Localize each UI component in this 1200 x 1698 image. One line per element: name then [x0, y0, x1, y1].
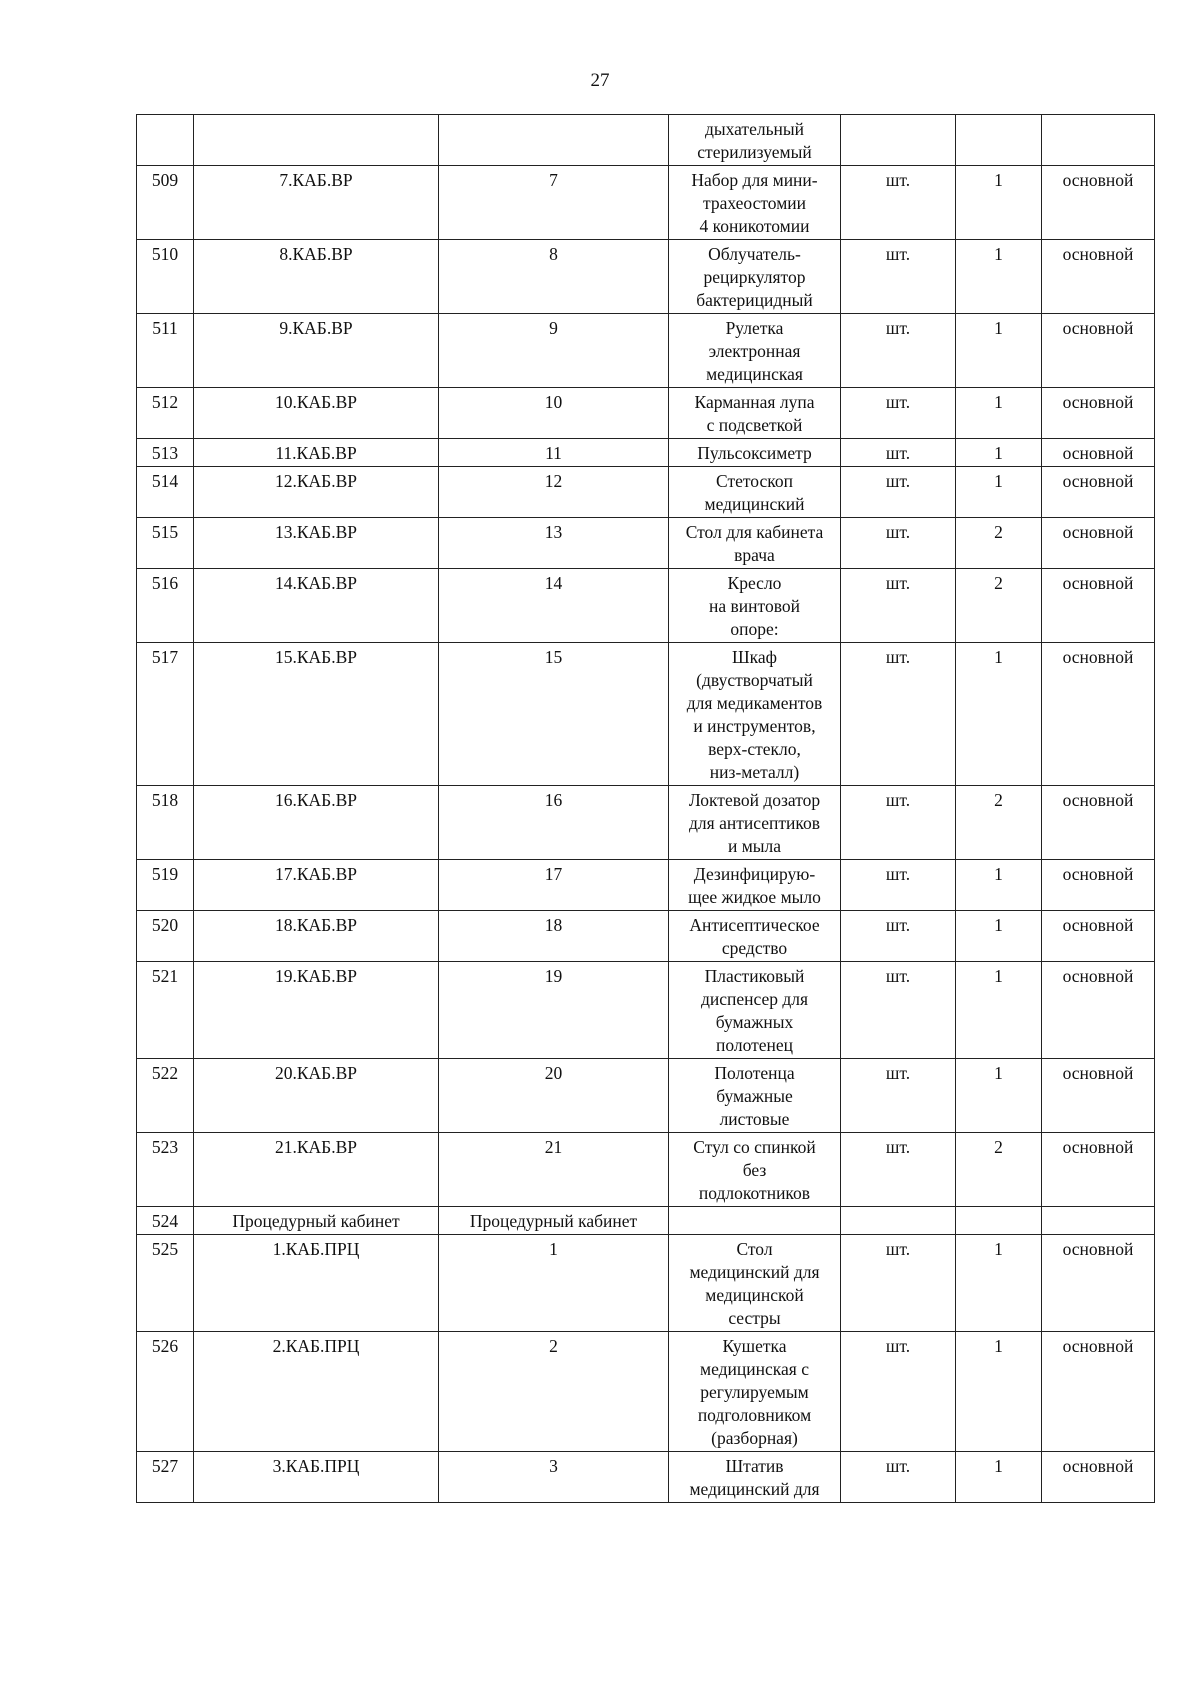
index-cell: 21 [439, 1133, 669, 1207]
item-name-cell [669, 1207, 841, 1235]
index-cell: 13 [439, 518, 669, 569]
table-row [137, 569, 1155, 643]
index-cell [439, 115, 669, 166]
code-cell: 21.КАБ.ВР [194, 1133, 439, 1207]
item-name-cell: Стул со спинкой без подлокотников [669, 1133, 841, 1207]
quantity-cell: 1 [956, 1059, 1042, 1133]
table-row [137, 166, 1155, 240]
table-row [137, 643, 1155, 786]
code-cell: 11.КАБ.ВР [194, 439, 439, 467]
quantity-cell: 1 [956, 240, 1042, 314]
table-row [137, 314, 1155, 388]
unit-cell: шт. [841, 1133, 956, 1207]
code-cell: 8.КАБ.ВР [194, 240, 439, 314]
category-cell: основной [1042, 860, 1155, 911]
table-row [137, 1059, 1155, 1133]
code-cell [194, 115, 439, 166]
index-cell: 2 [439, 1332, 669, 1452]
row-number-cell [137, 115, 194, 166]
index-cell: 17 [439, 860, 669, 911]
quantity-cell [956, 115, 1042, 166]
quantity-cell: 1 [956, 388, 1042, 439]
category-cell: основной [1042, 1133, 1155, 1207]
item-name-cell: Рулетка электронная медицинская [669, 314, 841, 388]
index-cell: 18 [439, 911, 669, 962]
item-name-cell: дыхательный стерилизуемый [669, 115, 841, 166]
index-cell: 7 [439, 166, 669, 240]
table-row [137, 240, 1155, 314]
table-row [137, 1332, 1155, 1452]
quantity-cell: 1 [956, 911, 1042, 962]
category-cell [1042, 115, 1155, 166]
table-row [137, 786, 1155, 860]
category-cell: основной [1042, 1235, 1155, 1332]
table-body [137, 115, 1155, 1503]
index-cell: 19 [439, 962, 669, 1059]
unit-cell: шт. [841, 388, 956, 439]
category-cell: основной [1042, 643, 1155, 786]
table-row [137, 911, 1155, 962]
index-cell: 15 [439, 643, 669, 786]
index-cell: 3 [439, 1452, 669, 1503]
row-number-cell: 509 [137, 166, 194, 240]
quantity-cell: 2 [956, 569, 1042, 643]
quantity-cell: 1 [956, 1235, 1042, 1332]
row-number-cell: 514 [137, 467, 194, 518]
index-cell: 1 [439, 1235, 669, 1332]
unit-cell: шт. [841, 786, 956, 860]
code-cell: 9.КАБ.ВР [194, 314, 439, 388]
index-cell: 12 [439, 467, 669, 518]
quantity-cell [956, 1207, 1042, 1235]
category-cell: основной [1042, 569, 1155, 643]
unit-cell [841, 1207, 956, 1235]
item-name-cell: Стетоскоп медицинский [669, 467, 841, 518]
unit-cell: шт. [841, 314, 956, 388]
unit-cell: шт. [841, 1452, 956, 1503]
category-cell: основной [1042, 518, 1155, 569]
row-number-cell: 524 [137, 1207, 194, 1235]
index-cell: 16 [439, 786, 669, 860]
unit-cell [841, 115, 956, 166]
index-cell: 20 [439, 1059, 669, 1133]
category-cell: основной [1042, 166, 1155, 240]
item-name-cell: Кресло на винтовой опоре: [669, 569, 841, 643]
row-number-cell: 518 [137, 786, 194, 860]
row-number-cell: 521 [137, 962, 194, 1059]
table-row [137, 962, 1155, 1059]
category-cell: основной [1042, 911, 1155, 962]
row-number-cell: 513 [137, 439, 194, 467]
code-cell: 20.КАБ.ВР [194, 1059, 439, 1133]
quantity-cell: 1 [956, 860, 1042, 911]
item-name-cell: Дезинфицирую- щее жидкое мыло [669, 860, 841, 911]
category-cell: основной [1042, 786, 1155, 860]
unit-cell: шт. [841, 518, 956, 569]
quantity-cell: 1 [956, 1332, 1042, 1452]
item-name-cell: Пульсоксиметр [669, 439, 841, 467]
row-number-cell: 526 [137, 1332, 194, 1452]
category-cell [1042, 1207, 1155, 1235]
row-number-cell: 515 [137, 518, 194, 569]
row-number-cell: 510 [137, 240, 194, 314]
category-cell: основной [1042, 314, 1155, 388]
table-row [137, 518, 1155, 569]
code-cell: 17.КАБ.ВР [194, 860, 439, 911]
unit-cell: шт. [841, 1332, 956, 1452]
item-name-cell: Стол медицинский для медицинской сестры [669, 1235, 841, 1332]
row-number-cell: 522 [137, 1059, 194, 1133]
equipment-table [136, 114, 1155, 1503]
code-cell: 14.КАБ.ВР [194, 569, 439, 643]
category-cell: основной [1042, 1332, 1155, 1452]
unit-cell: шт. [841, 860, 956, 911]
row-number-cell: 520 [137, 911, 194, 962]
item-name-cell: Карманная лупа с подсветкой [669, 388, 841, 439]
item-name-cell: Штатив медицинский для [669, 1452, 841, 1503]
quantity-cell: 1 [956, 643, 1042, 786]
item-name-cell: Облучатель- рециркулятор бактерицидный [669, 240, 841, 314]
quantity-cell: 1 [956, 166, 1042, 240]
item-name-cell: Антисептическое средство [669, 911, 841, 962]
code-cell: 7.КАБ.ВР [194, 166, 439, 240]
table-row [137, 860, 1155, 911]
table-row [137, 1235, 1155, 1332]
page-number: 27 [590, 70, 610, 91]
item-name-cell: Полотенца бумажные листовые [669, 1059, 841, 1133]
item-name-cell: Кушетка медицинская с регулируемым подголовником (разборная) [669, 1332, 841, 1452]
quantity-cell: 1 [956, 962, 1042, 1059]
row-number-cell: 511 [137, 314, 194, 388]
table-row [137, 439, 1155, 467]
category-cell: основной [1042, 467, 1155, 518]
item-name-cell: Локтевой дозатор для антисептиков и мыла [669, 786, 841, 860]
code-cell: 1.КАБ.ПРЦ [194, 1235, 439, 1332]
unit-cell: шт. [841, 569, 956, 643]
index-cell: 14 [439, 569, 669, 643]
row-number-cell: 517 [137, 643, 194, 786]
index-cell: 8 [439, 240, 669, 314]
item-name-cell: Пластиковый диспенсер для бумажных полотенец [669, 962, 841, 1059]
item-name-cell: Стол для кабинета врача [669, 518, 841, 569]
unit-cell: шт. [841, 439, 956, 467]
row-number-cell: 523 [137, 1133, 194, 1207]
item-name-cell: Шкаф (двустворчатый для медикаментов и инструментов, верх-стекло, низ-металл) [669, 643, 841, 786]
code-cell: 3.КАБ.ПРЦ [194, 1452, 439, 1503]
code-cell: 19.КАБ.ВР [194, 962, 439, 1059]
category-cell: основной [1042, 962, 1155, 1059]
row-number-cell: 516 [137, 569, 194, 643]
code-cell: 18.КАБ.ВР [194, 911, 439, 962]
row-number-cell: 525 [137, 1235, 194, 1332]
code-cell: 16.КАБ.ВР [194, 786, 439, 860]
unit-cell: шт. [841, 911, 956, 962]
item-name-cell: Набор для мини- трахеостомии 4 коникотомии [669, 166, 841, 240]
code-cell: 13.КАБ.ВР [194, 518, 439, 569]
category-cell: основной [1042, 240, 1155, 314]
category-cell: основной [1042, 1059, 1155, 1133]
row-number-cell: 527 [137, 1452, 194, 1503]
index-cell: Процедурный кабинет [439, 1207, 669, 1235]
code-cell: 2.КАБ.ПРЦ [194, 1332, 439, 1452]
category-cell: основной [1042, 439, 1155, 467]
unit-cell: шт. [841, 962, 956, 1059]
table-row [137, 1207, 1155, 1235]
table-row [137, 1133, 1155, 1207]
code-cell: 12.КАБ.ВР [194, 467, 439, 518]
category-cell: основной [1042, 1452, 1155, 1503]
quantity-cell: 1 [956, 439, 1042, 467]
unit-cell: шт. [841, 643, 956, 786]
index-cell: 11 [439, 439, 669, 467]
quantity-cell: 2 [956, 518, 1042, 569]
unit-cell: шт. [841, 1235, 956, 1332]
unit-cell: шт. [841, 240, 956, 314]
quantity-cell: 1 [956, 467, 1042, 518]
unit-cell: шт. [841, 467, 956, 518]
category-cell: основной [1042, 388, 1155, 439]
table-row [137, 1452, 1155, 1503]
table-row [137, 115, 1155, 166]
quantity-cell: 2 [956, 786, 1042, 860]
row-number-cell: 519 [137, 860, 194, 911]
unit-cell: шт. [841, 166, 956, 240]
quantity-cell: 2 [956, 1133, 1042, 1207]
code-cell: 10.КАБ.ВР [194, 388, 439, 439]
row-number-cell: 512 [137, 388, 194, 439]
code-cell: 15.КАБ.ВР [194, 643, 439, 786]
table-row [137, 388, 1155, 439]
quantity-cell: 1 [956, 314, 1042, 388]
code-cell: Процедурный кабинет [194, 1207, 439, 1235]
quantity-cell: 1 [956, 1452, 1042, 1503]
index-cell: 9 [439, 314, 669, 388]
unit-cell: шт. [841, 1059, 956, 1133]
table-row [137, 467, 1155, 518]
index-cell: 10 [439, 388, 669, 439]
